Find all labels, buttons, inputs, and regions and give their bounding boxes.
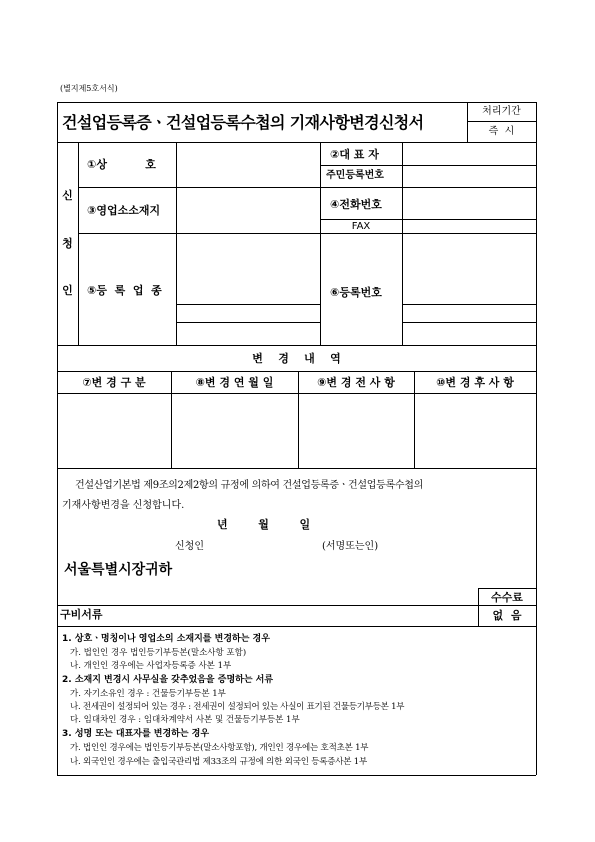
addressee: 서울특별시장귀하 (64, 562, 173, 578)
doc-section-2-heading: 2. 소재지 변경시 사무실을 갖추었음을 증명하는 서류 (62, 675, 274, 685)
doc-section-3-heading: 3. 성명 또는 대표자를 변경하는 경우 (62, 729, 210, 739)
change-details-header: 변 경 내 역 (252, 352, 341, 365)
doc-section-2-item-3: 다. 임대차인 경우 : 임대차계약서 사본 및 건물등기부등본 1부 (70, 715, 300, 725)
applicant-signature-label: 신청인 (175, 541, 204, 552)
representative-label: ②대 표 자 (330, 148, 379, 161)
column-after-change: ⑩변 경 후 사 항 (436, 376, 514, 389)
applicant-side-label-3: 인 (62, 284, 73, 297)
form-number: (별지제5호서식) (60, 84, 118, 93)
doc-section-2-item-2: 나. 전세권이 설정되어 있는 경우 : 전세권이 설정되어 있는 사실이 표기된 건물등기부등본 1부 (70, 702, 405, 712)
resident-number-label: 주민등록번호 (326, 170, 384, 181)
application-date: 년 월 일 (217, 518, 311, 531)
fee-label: 수수료 (491, 591, 523, 604)
form-title: 건설업등록증ㆍ건설업등록수첩의 기재사항변경신청서 (62, 113, 424, 132)
fax-label: FAX (351, 221, 371, 232)
column-before-change: ⑨변 경 전 사 항 (317, 376, 395, 389)
fee-value: 없 음 (492, 609, 522, 622)
processing-period-label: 처리기간 (482, 106, 521, 117)
doc-section-1-heading: 1. 상호ㆍ명칭이나 영업소의 소재지를 변경하는 경우 (62, 634, 270, 644)
doc-section-2-item-1: 가. 자기소유인 경우 : 건물등기부등본 1부 (70, 689, 226, 699)
phone-label: ④전화번호 (330, 198, 382, 211)
business-address-label: ③영업소소재지 (87, 204, 161, 217)
column-change-date: ⑧변 경 연 월 일 (195, 376, 274, 389)
doc-section-3-item-2: 나. 외국인인 경우에는 출입국관리법 제33조의 규정에 의한 외국인 등록증사본 1부 (70, 757, 367, 767)
registration-number-label: ⑥등록번호 (330, 286, 382, 299)
processing-period-value: 즉 시 (488, 126, 515, 137)
applicant-side-label-2: 청 (62, 237, 73, 250)
declaration-text-line1: 건설산업기본법 제9조의2제2항의 규정에 의하여 건설업등록증ㆍ건설업등록수첩의 (75, 480, 423, 491)
declaration-text-line2: 기재사항변경을 신청합니다. (62, 500, 185, 511)
applicant-side-label-1: 신 (62, 189, 73, 202)
signature-or-seal-label: (서명또는인) (322, 541, 379, 552)
doc-section-3-item-1: 가. 법인인 경우에는 법인등기부등본(말소사항포함), 개인인 경우에는 호적초본 1부 (70, 743, 369, 753)
business-type-label: ⑤등 록 업 종 (87, 284, 162, 297)
required-documents-title: 구비서류 (60, 608, 103, 621)
doc-section-1-item-1: 가. 법인인 경우 법인등기부등본(말소사항 포함) (70, 648, 247, 658)
trade-name-label: ①상 호 (87, 158, 156, 171)
column-change-type: ⑦변 경 구 분 (82, 376, 146, 389)
doc-section-1-item-2: 나. 개인인 경우에는 사업자등록증 사본 1부 (70, 661, 232, 671)
